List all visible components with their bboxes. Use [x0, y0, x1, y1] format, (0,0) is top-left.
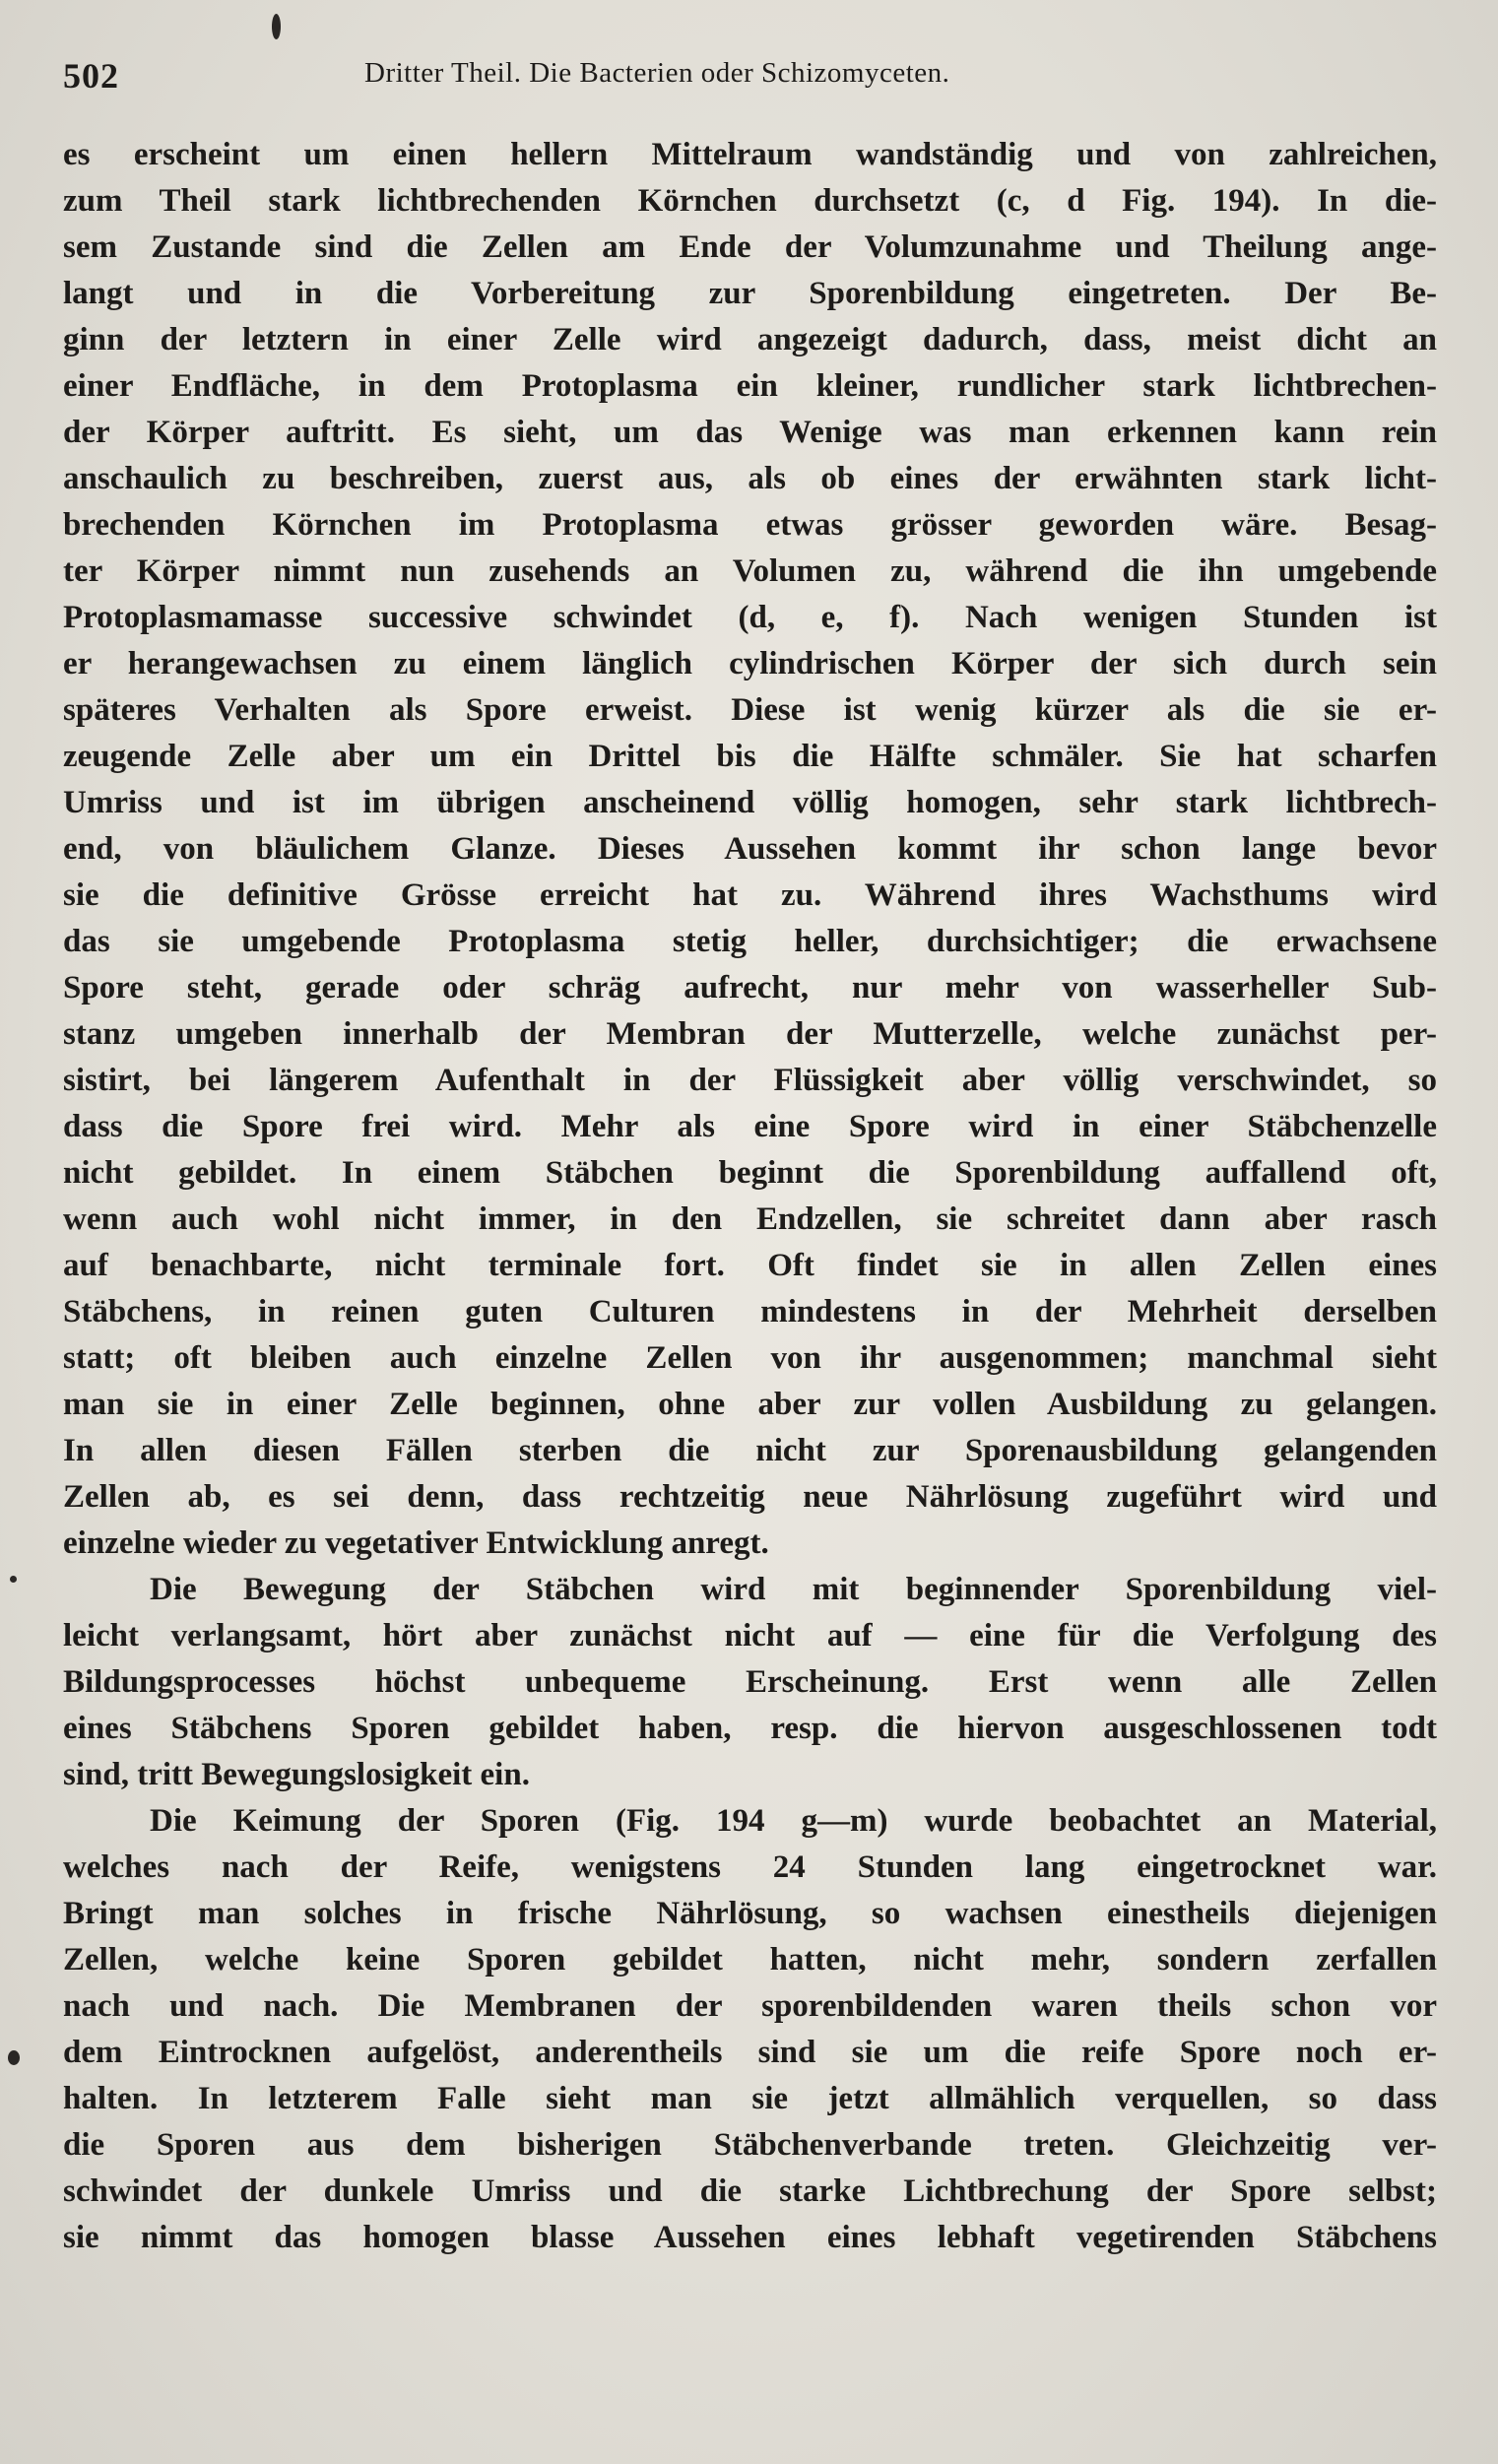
text-line: nach und nach. Die Membranen der sporenbildenden waren theils schon vor — [63, 1988, 1437, 2024]
text-line: brechenden Körnchen im Protoplasma etwas grösser geworden wäre. Besag- — [63, 507, 1437, 543]
text-line: Zellen, welche keine Sporen gebildet hatten, nicht mehr, sondern zerfallen — [63, 1942, 1437, 1978]
text-line: nicht gebildet. In einem Stäbchen beginnt die Sporenbildung auffallend oft, — [63, 1155, 1437, 1191]
text-line: Die Keimung der Sporen (Fig. 194 g—m) wurde beobachtet an Material, — [150, 1803, 1437, 1839]
text-line: sistirt, bei längerem Aufenthalt in der Flüssigkeit aber völlig verschwindet, so — [63, 1063, 1437, 1098]
text-line: Die Bewegung der Stäbchen wird mit beginnender Sporenbildung viel- — [150, 1572, 1437, 1607]
text-line: der Körper auftritt. Es sieht, um das Wenige was man erkennen kann rein — [63, 415, 1437, 450]
text-line: späteres Verhalten als Spore erweist. Diese ist wenig kürzer als die sie er- — [63, 692, 1437, 728]
text-line: wenn auch wohl nicht immer, in den Endzellen, sie schreitet dann aber rasch — [63, 1201, 1437, 1237]
text-line: end, von bläulichem Glanze. Dieses Aussehen kommt ihr schon lange bevor — [63, 831, 1437, 867]
text-line: halten. In letzterem Falle sieht man sie jetzt allmählich verquellen, so dass — [63, 2081, 1437, 2116]
text-line: Spore steht, gerade oder schräg aufrecht, nur mehr von wasserheller Sub- — [63, 970, 1437, 1005]
text-line: man sie in einer Zelle beginnen, ohne aber zur vollen Ausbildung zu gelangen. — [63, 1387, 1437, 1422]
text-line: einer Endfläche, in dem Protoplasma ein kleiner, rundlicher stark lichtbrechen- — [63, 368, 1437, 404]
text-line: statt; oft bleiben auch einzelne Zellen von ihr ausgenommen; manchmal sieht — [63, 1340, 1437, 1376]
text-line: Stäbchens, in reinen guten Culturen mindestens in der Mehrheit derselben — [63, 1294, 1437, 1329]
text-line: dass die Spore frei wird. Mehr als eine Spore wird in einer Stäbchenzelle — [63, 1109, 1437, 1144]
text-line: Umriss und ist im übrigen anscheinend völlig homogen, sehr stark lichtbrech- — [63, 785, 1437, 820]
text-line: er herangewachsen zu einem länglich cylindrischen Körper der sich durch sein — [63, 646, 1437, 681]
text-line: zum Theil stark lichtbrechenden Körnchen durchsetzt (c, d Fig. 194). In die- — [63, 183, 1437, 219]
text-line: zeugende Zelle aber um ein Drittel bis die Hälfte schmäler. Sie hat scharfen — [63, 739, 1437, 774]
page-number: 502 — [63, 56, 119, 96]
text-line: ginn der letztern in einer Zelle wird angezeigt dadurch, dass, meist dicht an — [63, 322, 1437, 357]
text-line: sem Zustande sind die Zellen am Ende der Volumzunahme und Theilung ange- — [63, 229, 1437, 265]
text-line: es erscheint um einen hellern Mittelraum wandständig und von zahlreichen, — [63, 137, 1437, 172]
text-line: sie nimmt das homogen blasse Aussehen eines lebhaft vegetirenden Stäbchens — [63, 2220, 1437, 2255]
text-line: das sie umgebende Protoplasma stetig heller, durchsichtiger; die erwachsene — [63, 924, 1437, 959]
text-line: die Sporen aus dem bisherigen Stäbchenverbande treten. Gleichzeitig ver- — [63, 2127, 1437, 2163]
running-head: Dritter Theil. Die Bacterien oder Schizomyceten. — [364, 57, 950, 89]
text-line: schwindet der dunkele Umriss und die starke Lichtbrechung der Spore selbst; — [63, 2173, 1437, 2209]
body-text — [63, 132, 1437, 2261]
text-line: langt und in die Vorbereitung zur Sporenbildung eingetreten. Der Be- — [63, 276, 1437, 311]
text-line: dem Eintrocknen aufgelöst, anderentheils sind sie um die reife Spore noch er- — [63, 2035, 1437, 2070]
text-line: anschaulich zu beschreiben, zuerst aus, als ob eines der erwähnten stark licht- — [63, 461, 1437, 496]
text-line: auf benachbarte, nicht terminale fort. Oft findet sie in allen Zellen eines — [63, 1248, 1437, 1283]
text-line: eines Stäbchens Sporen gebildet haben, resp. die hiervon ausgeschlossenen todt — [63, 1711, 1437, 1746]
text-line: In allen diesen Fällen sterben die nicht zur Sporenausbildung gelangenden — [63, 1433, 1437, 1468]
text-line: sie die definitive Grösse erreicht hat zu. Während ihres Wachsthums wird — [63, 877, 1437, 913]
text-line: ter Körper nimmt nun zusehends an Volumen zu, während die ihn umgebende — [63, 553, 1437, 589]
text-line: stanz umgeben innerhalb der Membran der Mutterzelle, welche zunächst per- — [63, 1016, 1437, 1052]
text-line: welches nach der Reife, wenigstens 24 Stunden lang eingetrocknet war. — [63, 1849, 1437, 1885]
text-line: Bildungsprocesses höchst unbequeme Erscheinung. Erst wenn alle Zellen — [63, 1664, 1437, 1700]
text-line: sind, tritt Bewegungslosigkeit ein. — [63, 1757, 530, 1792]
text-line: einzelne wieder zu vegetativer Entwicklung anregt. — [63, 1525, 769, 1561]
text-line: leicht verlangsamt, hört aber zunächst nicht auf — eine für die Verfolgung des — [63, 1618, 1437, 1653]
page-header — [63, 47, 1437, 97]
text-line: Protoplasmamasse successive schwindet (d, e, f). Nach wenigen Stunden ist — [63, 600, 1437, 635]
text-line: Bringt man solches in frische Nährlösung, so wachsen einestheils diejenigen — [63, 1896, 1437, 1931]
text-line: Zellen ab, es sei denn, dass rechtzeitig neue Nährlösung zugeführt wird und — [63, 1479, 1437, 1515]
